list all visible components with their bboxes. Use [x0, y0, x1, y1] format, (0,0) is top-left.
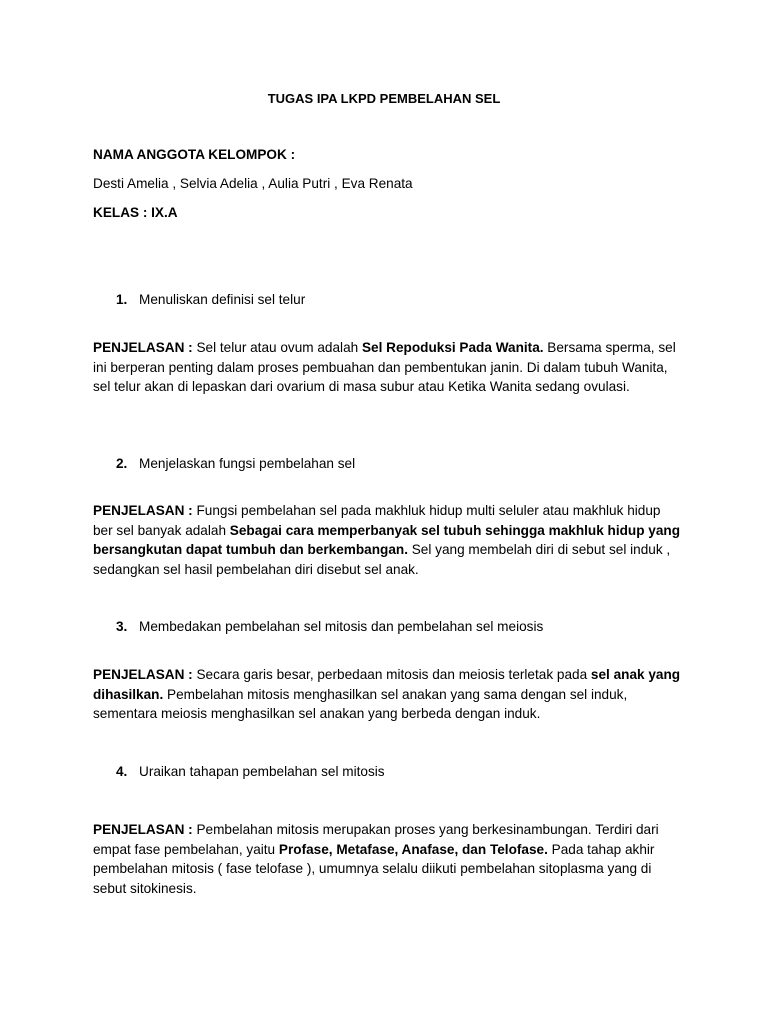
question-text: Menuliskan definisi sel telur: [139, 292, 306, 307]
answer-3: [93, 665, 683, 724]
question-number: 1.: [116, 292, 128, 307]
answer-highlight: Profase, Metafase, Anafase, dan Telofase.: [278, 841, 548, 857]
answer-text: Pada tahap akhir pembelahan mitosis ( fase telofase ), umumnya selalu diikuti pembelahan sitoplasma yang di sebut sitokinesis.: [93, 841, 655, 896]
question-number: 4.: [116, 764, 128, 779]
answer-4: [93, 820, 683, 898]
document-title: TUGAS IPA LKPD PEMBELAHAN SEL: [267, 91, 501, 106]
question-number: 2.: [116, 456, 128, 471]
answer-text: Sel telur atau ovum adalah: [192, 340, 362, 355]
members-list: Desti Amelia , Selvia Adelia , Aulia Putri , Eva Renata: [93, 176, 413, 191]
answer-highlight: Sel Repoduksi Pada Wanita.: [361, 340, 544, 355]
class-label: KELAS : IX.A: [93, 205, 178, 220]
answer-2: [93, 501, 683, 579]
answer-label: PENJELASAN :: [93, 340, 193, 355]
answer-text: Sel yang membelah diri di sebut sel induk , sedangkan sel hasil pembelahan diri disebut sel anak.: [93, 542, 671, 577]
answer-1: [93, 338, 683, 397]
question-text: Menjelaskan fungsi pembelahan sel: [139, 456, 356, 471]
question-text: Membedakan pembelahan sel mitosis dan pembelahan sel meiosis: [139, 619, 544, 634]
question-text: Uraikan tahapan pembelahan sel mitosis: [139, 764, 385, 779]
answer-highlight: sel anak yang dihasilkan.: [93, 667, 681, 702]
answer-label: PENJELASAN :: [93, 822, 193, 837]
answer-label: PENJELASAN :: [93, 503, 193, 518]
answer-text: Fungsi pembelahan sel pada makhluk hidup multi seluler atau makhluk hidup ber sel banyak adalah: [93, 503, 661, 538]
answer-highlight: Sebagai cara memperbanyak sel tubuh sehingga makhluk hidup yang bersangkutan dapat tumbuh dan berkembangan.: [93, 522, 681, 557]
answer-label: PENJELASAN :: [93, 667, 193, 682]
answer-text: Pembelahan mitosis merupakan proses yang berkesinambungan. Terdiri dari empat fase pembelahan, yaitu: [93, 822, 659, 857]
members-label: NAMA ANGGOTA KELOMPOK :: [93, 147, 296, 162]
answer-text: Bersama sperma, sel ini berperan penting dalam proses pembuahan dan pembentukan janin. Di dalam tubuh Wanita, sel telur akan di lepaskan dari ovarium di masa subur atau Ketika Wanita sedang ovulasi.: [93, 340, 676, 394]
answer-text: Pembelahan mitosis menghasilkan sel anakan yang sama dengan sel induk, sementara meiosis menghasilkan sel anakan yang berbeda dengan induk.: [93, 686, 628, 721]
question-number: 3.: [116, 619, 128, 634]
answer-text: Secara garis besar, perbedaan mitosis dan meiosis terletak pada: [192, 667, 591, 682]
